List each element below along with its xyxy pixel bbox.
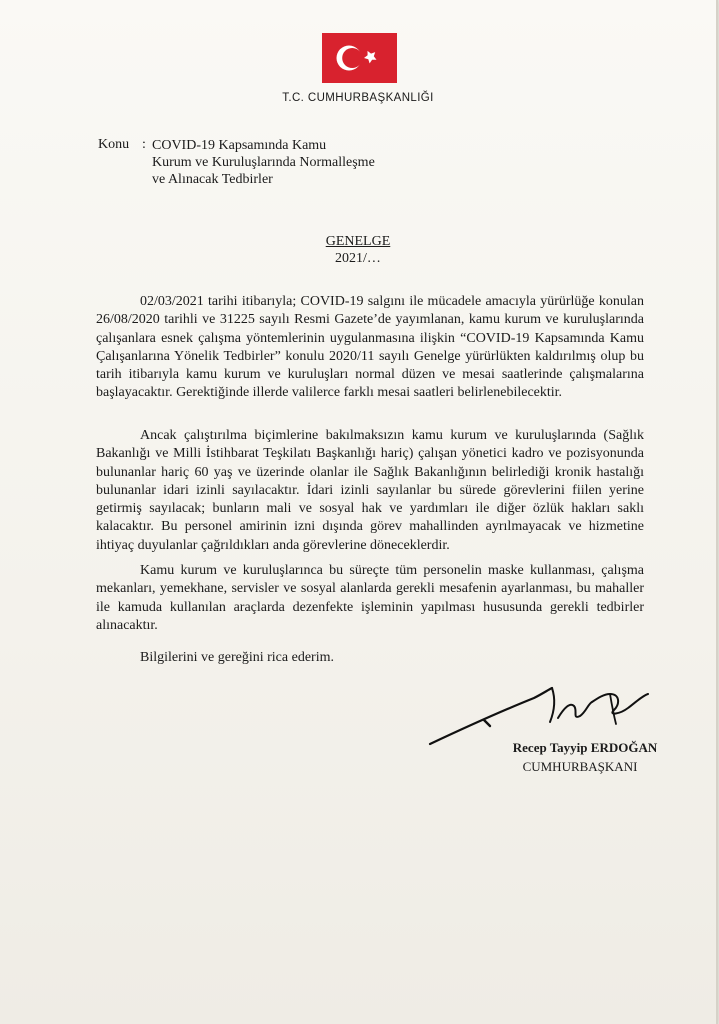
- signer-title: CUMHURBAŞKANI: [522, 759, 638, 774]
- document-type: GENELGE: [325, 234, 391, 249]
- signer-surname: ERDOĞAN: [590, 740, 658, 755]
- document-number: 2021/…: [335, 251, 381, 266]
- body-paragraph: Ancak çalıştırılma biçimlerine bakılmaksızın kamu kurum ve kuruluşlarında (Sağlık Bakanlığı ve Milli İstihbarat Teşkilatı Başkanlığı hariç) çalışan yönetici kadro ve pozisyonunda bulunanlar hariç 60 yaş ve üzerinde olanlar ile Sağlık Bakanlığının belirlediği kronik hastalığı bulunanlar idari izinli sayılacaktır. İdari izinli sayılanlar bu sürede görevlerini fiilen yerine getirmiş sayılacak; bunların mali ve sosyal hak ve yardımları ile diğer özlük hakları saklı kalacaktır. Bu personel amirinin izni dışında görev mahallinden ayrılmayacak ve hizmetine ihtiyaç duyulanlar çağrıldıkları anda görevlerine döneceklerdir.: [96, 428, 644, 553]
- subject-separator: :: [142, 137, 146, 152]
- subject-label: Konu: [98, 137, 130, 152]
- signer-name: [0, 740, 719, 756]
- body-paragraph: Kamu kurum ve kuruluşlarınca bu süreçte tüm personelin maske kullanması, çalışma mekanları, yemekhane, servisler ve sosyal alanlarda gerekli mesafenin ayarlanması, bu mahaller ile kamuda kullanılan araçlarda dezenfekte işleminin yapılması hususunda gerekli tedbirler alınacaktır.: [96, 563, 644, 633]
- turkish-flag-icon: [322, 33, 397, 83]
- subject-line: Kurum ve Kuruluşlarında Normalleşme: [152, 155, 375, 170]
- subject-line: ve Alınacak Tedbirler: [152, 172, 273, 187]
- subject-text: [152, 137, 375, 188]
- subject-line: COVID-19 Kapsamında Kamu: [152, 138, 327, 153]
- closing-line: Bilgilerini ve gereğini rica ederim.: [140, 650, 334, 665]
- signer-given-names: Recep Tayyip: [512, 740, 591, 755]
- body-paragraph: 02/03/2021 tarihi itibarıyla; COVID-19 salgını ile mücadele amacıyla yürürlüğe konulan 26/08/2020 tarihli ve 31225 sayılı Resmi Gazete’de yayımlanan, kamu kurum ve kuruluşlarında çalışanlara esnek çalışma yöntemlerinin uygulanmasına ilişkin “COVID-19 Kapsamında Kamu Çalışanlarına Yönelik Tedbirler” konulu 2020/11 sayılı Genelge yürürlükten kaldırılmış olup bu tarih itibarıyla kamu kurum ve kuruluşları normal düzen ve mesai saatlerinde çalışmalarına başlayacaktır. Gerektiğinde illerde valilerce farklı mesai saatleri belirlenebilecektir.: [96, 294, 644, 401]
- institution-name: T.C. CUMHURBAŞKANLIĞI: [282, 92, 434, 104]
